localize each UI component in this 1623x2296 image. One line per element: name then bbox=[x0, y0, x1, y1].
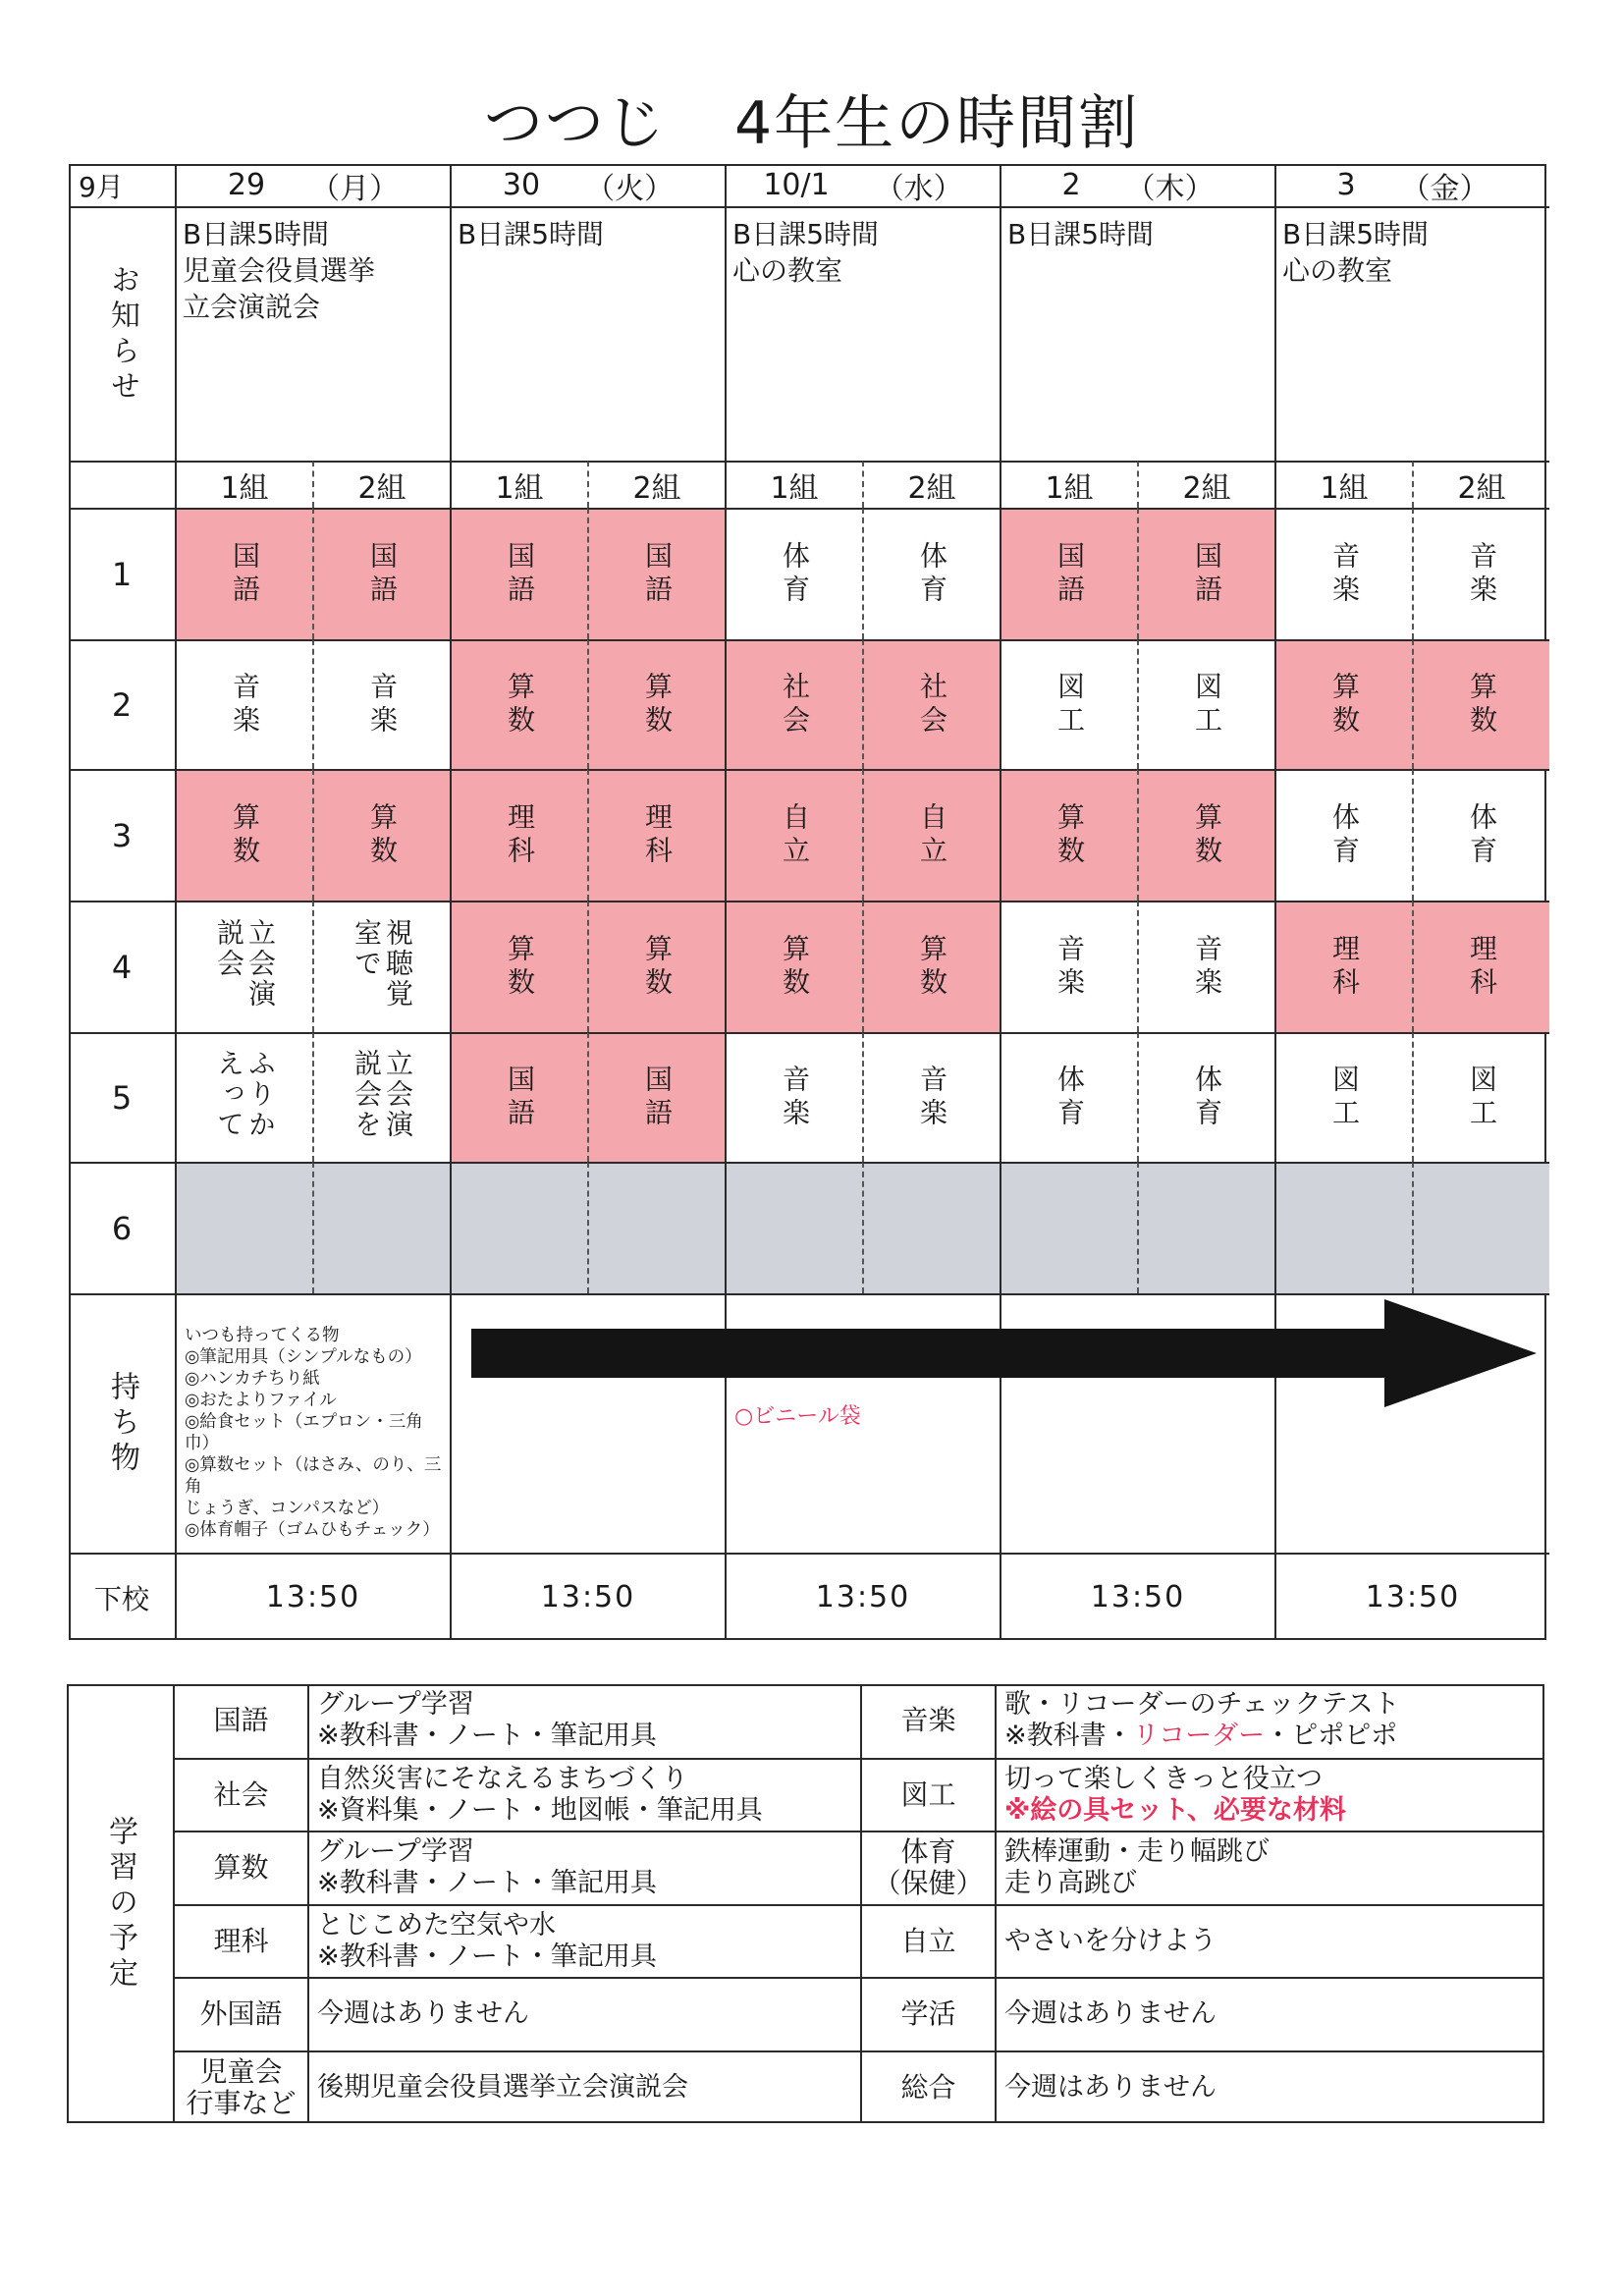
subject-name: 音楽 bbox=[1054, 934, 1086, 1001]
plan-detail-suffix: ・ピポピポ bbox=[1265, 1721, 1398, 1752]
subject-name: 算数 bbox=[1191, 802, 1223, 869]
subject-cell bbox=[1412, 769, 1549, 901]
class-label bbox=[725, 461, 862, 508]
month-label bbox=[69, 164, 175, 206]
class-label-text: 1組 bbox=[220, 471, 269, 506]
day-notice: B日課5時間 心の教室 bbox=[1274, 206, 1549, 461]
dismissal-time bbox=[1000, 1553, 1274, 1640]
timetable bbox=[69, 164, 1546, 1640]
subject-cell bbox=[1000, 769, 1137, 901]
class-label bbox=[862, 461, 1000, 508]
notice-label-text: お知らせ bbox=[105, 263, 139, 406]
dismissal-time-text: 13:50 bbox=[815, 1580, 911, 1614]
subject-cell bbox=[1137, 1032, 1274, 1162]
class-label bbox=[312, 461, 450, 508]
subject-name: 算数 bbox=[504, 934, 536, 1001]
subject-name: 自立 bbox=[779, 802, 811, 869]
period-label bbox=[69, 1162, 175, 1293]
plan-subject: 学活 bbox=[860, 1977, 995, 2050]
plan-detail-line: グループ学習 bbox=[317, 1836, 474, 1868]
plan-subject: 自立 bbox=[860, 1904, 995, 1978]
subject-cell bbox=[1274, 1032, 1412, 1162]
subject-name: 音楽 bbox=[1191, 934, 1223, 1001]
subject-cell bbox=[862, 1032, 1000, 1162]
plan-detail-line: とじこめた空気や水 bbox=[317, 1909, 556, 1941]
period-label bbox=[69, 639, 175, 769]
dismissal-label bbox=[69, 1553, 175, 1640]
subject-cell bbox=[1000, 639, 1137, 769]
class-label-text: 2組 bbox=[1457, 471, 1506, 506]
right-arrow-icon bbox=[471, 1299, 1542, 1407]
period-number: 4 bbox=[111, 949, 133, 986]
plan-detail-line: ※教科書・ノート・筆記用具 bbox=[317, 1721, 657, 1752]
subject-name: 音楽 bbox=[779, 1065, 811, 1131]
belongings-label-text: 持ち物 bbox=[105, 1371, 139, 1477]
plan-detail-highlight: 絵の具セット、必要な材料 bbox=[1030, 1794, 1346, 1826]
dismissal-label-text: 下校 bbox=[93, 1582, 149, 1615]
subject-name: 体育 bbox=[916, 541, 948, 608]
day-notice: B日課5時間 児童会役員選挙 立会演説会 bbox=[175, 206, 450, 461]
subject-name: 図工 bbox=[1466, 1065, 1498, 1131]
plan-detail-line: 今週はありません bbox=[1004, 1998, 1217, 2030]
subject-name: 算数 bbox=[641, 934, 674, 1001]
subject-cell bbox=[1412, 1032, 1549, 1162]
subject-cell bbox=[862, 1162, 1000, 1293]
subject-name: 理科 bbox=[1466, 934, 1498, 1001]
subject-cell bbox=[1000, 901, 1137, 1032]
plan-detail bbox=[307, 1758, 860, 1831]
day-of-week: （火） bbox=[585, 171, 675, 206]
dismissal-time-text: 13:50 bbox=[540, 1580, 636, 1614]
subject-cell bbox=[1412, 639, 1549, 769]
plan-label-text: 学習の予定 bbox=[103, 1815, 137, 1993]
plan-detail-line: ※教科書・ノート・筆記用具 bbox=[317, 1941, 657, 1972]
subject-name: 体育 bbox=[779, 541, 811, 608]
belongings-list: いつも持ってくる物 ◎筆記用具（シンプルなもの） ◎ハンカチちり紙 ◎おたよりファイル ◎給食セット（エプロン・三角巾） ◎算数セット（はさみ、のり、三角 じょうぎ、コンパスなど） ◎体育帽子（ゴムひもチェック） bbox=[175, 1293, 450, 1553]
plan-detail bbox=[995, 1684, 1544, 1758]
period-number: 3 bbox=[111, 817, 133, 854]
plan-detail-line: 走り高跳び bbox=[1004, 1868, 1137, 1899]
subject-name: 図工 bbox=[1191, 672, 1223, 738]
class-label-text: 2組 bbox=[907, 471, 956, 506]
class-label bbox=[1274, 461, 1412, 508]
subject-cell bbox=[312, 1162, 450, 1293]
subject-cell bbox=[175, 901, 312, 1032]
subject-cell bbox=[312, 901, 450, 1032]
plan-detail bbox=[995, 1758, 1544, 1831]
plan-detail bbox=[307, 1684, 860, 1758]
day-of-week: （木） bbox=[1125, 171, 1215, 206]
plan-detail-line bbox=[1004, 1795, 1544, 1827]
subject-cell bbox=[1412, 901, 1549, 1032]
class-label bbox=[1412, 461, 1549, 508]
dismissal-time bbox=[725, 1553, 1000, 1640]
plan-detail-line: やさいを分けよう bbox=[1004, 1925, 1217, 1956]
plan-subject: 体育 （保健） bbox=[860, 1831, 995, 1904]
plan-detail-line: ※資料集・ノート・地図帳・筆記用具 bbox=[317, 1794, 763, 1826]
subject-name: 算数 bbox=[1466, 672, 1498, 738]
subject-cell bbox=[725, 901, 862, 1032]
subject-name: 立会演説会 bbox=[213, 918, 277, 1010]
subject-cell bbox=[1137, 769, 1274, 901]
plan-detail-prefix: ※教科書・ bbox=[1004, 1721, 1133, 1752]
class-label bbox=[1000, 461, 1137, 508]
plan-detail bbox=[307, 1831, 860, 1904]
plan-detail bbox=[307, 2050, 860, 2124]
subject-name: 算数 bbox=[504, 672, 536, 738]
subject-name: 視聴覚室で bbox=[351, 918, 414, 1010]
period-number: 6 bbox=[111, 1210, 133, 1247]
subject-cell bbox=[1274, 508, 1412, 639]
subject-name: 国語 bbox=[366, 541, 399, 608]
class-label-text: 2組 bbox=[1182, 471, 1231, 506]
subject-name: 音楽 bbox=[1466, 541, 1498, 608]
plan-subject: 社会 bbox=[173, 1758, 307, 1831]
subject-name: ふりかえって bbox=[213, 1049, 277, 1140]
subject-cell bbox=[862, 769, 1000, 901]
subject-cell bbox=[725, 639, 862, 769]
class-label-text: 1組 bbox=[770, 471, 819, 506]
plan-detail-line: 鉄棒運動・走り幅跳び bbox=[1004, 1836, 1270, 1868]
period-number: 5 bbox=[111, 1079, 133, 1117]
subject-cell bbox=[175, 769, 312, 901]
date-header bbox=[175, 164, 450, 206]
plan-subject: 図工 bbox=[860, 1758, 995, 1831]
plan-detail bbox=[307, 1977, 860, 2050]
class-label bbox=[1137, 461, 1274, 508]
title-heading: 4年生の時間割 bbox=[733, 89, 1140, 158]
plan-detail-line: 後期児童会役員選挙立会演説会 bbox=[317, 2071, 688, 2103]
subject-cell bbox=[725, 1032, 862, 1162]
subject-cell bbox=[450, 508, 587, 639]
subject-name: 国語 bbox=[504, 541, 536, 608]
extra-item-text: ○ビニール袋 bbox=[734, 1404, 861, 1429]
plan-subject: 理科 bbox=[173, 1904, 307, 1978]
subject-name: 体育 bbox=[1328, 802, 1361, 869]
subject-name: 算数 bbox=[641, 672, 674, 738]
subject-cell bbox=[312, 639, 450, 769]
subject-cell bbox=[862, 901, 1000, 1032]
subject-cell bbox=[312, 508, 450, 639]
date-number: 3 bbox=[1336, 168, 1356, 202]
subject-name: 体育 bbox=[1466, 802, 1498, 869]
subject-name: 算数 bbox=[1054, 802, 1086, 869]
subject-cell bbox=[587, 1032, 725, 1162]
month-text: 9月 bbox=[79, 170, 124, 203]
date-number: 30 bbox=[502, 168, 541, 202]
dismissal-time-text: 13:50 bbox=[1090, 1580, 1186, 1614]
period-number: 2 bbox=[111, 686, 133, 724]
subject-name: 算数 bbox=[779, 934, 811, 1001]
subject-cell bbox=[862, 508, 1000, 639]
plan-detail bbox=[307, 1904, 860, 1978]
subject-name: 国語 bbox=[641, 1065, 674, 1131]
dismissal-time-text: 13:50 bbox=[265, 1580, 361, 1614]
subject-cell bbox=[175, 1032, 312, 1162]
class-label-text: 1組 bbox=[1045, 471, 1094, 506]
subject-name: 音楽 bbox=[1328, 541, 1361, 608]
subject-name: 体育 bbox=[1054, 1065, 1086, 1131]
subject-name: 音楽 bbox=[229, 672, 261, 738]
plan-detail-line: 自然災害にそなえるまちづくり bbox=[317, 1763, 688, 1794]
subject-cell bbox=[1000, 1032, 1137, 1162]
page-title bbox=[0, 77, 1623, 161]
subject-name: 立会演説会を bbox=[351, 1049, 414, 1140]
subject-name: 算数 bbox=[916, 934, 948, 1001]
subject-cell bbox=[1274, 769, 1412, 901]
date-number: 2 bbox=[1061, 168, 1081, 202]
subject-cell bbox=[312, 1032, 450, 1162]
subject-cell bbox=[450, 901, 587, 1032]
subject-cell bbox=[587, 508, 725, 639]
subject-name: 国語 bbox=[641, 541, 674, 608]
plan-detail-highlight: リコーダー bbox=[1132, 1721, 1266, 1752]
subject-name: 理科 bbox=[1328, 934, 1361, 1001]
subject-name: 音楽 bbox=[366, 672, 399, 738]
date-header bbox=[1274, 164, 1549, 206]
belongings-label bbox=[69, 1293, 175, 1553]
subject-cell bbox=[587, 1162, 725, 1293]
plan-detail-line: 今週はありません bbox=[317, 1998, 529, 2030]
subject-cell bbox=[1412, 508, 1549, 639]
learning-plan-table bbox=[67, 1684, 1544, 2123]
period-number: 1 bbox=[111, 556, 133, 593]
period-label bbox=[69, 1032, 175, 1162]
subject-cell bbox=[450, 769, 587, 901]
subject-cell bbox=[175, 639, 312, 769]
day-notice: B日課5時間 bbox=[1000, 206, 1274, 461]
day-of-week: （月） bbox=[310, 171, 400, 206]
class-label-text: 1組 bbox=[495, 471, 544, 506]
subject-name: 音楽 bbox=[916, 1065, 948, 1131]
subject-name: 国語 bbox=[229, 541, 261, 608]
subject-cell bbox=[1137, 1162, 1274, 1293]
plan-detail bbox=[995, 2050, 1544, 2124]
dismissal-time-text: 13:50 bbox=[1365, 1580, 1461, 1614]
period-label bbox=[69, 508, 175, 639]
subject-cell bbox=[1274, 1162, 1412, 1293]
class-label bbox=[450, 461, 587, 508]
date-header bbox=[450, 164, 725, 206]
subject-name: 国語 bbox=[504, 1065, 536, 1131]
subject-name: 社会 bbox=[916, 672, 948, 738]
subject-cell bbox=[1000, 1162, 1137, 1293]
subject-cell bbox=[1137, 901, 1274, 1032]
date-header bbox=[725, 164, 1000, 206]
plan-subject: 国語 bbox=[173, 1684, 307, 1758]
subject-name: 自立 bbox=[916, 802, 948, 869]
notice-label bbox=[69, 206, 175, 461]
period-label bbox=[69, 769, 175, 901]
subject-cell bbox=[587, 901, 725, 1032]
subject-name: 体育 bbox=[1191, 1065, 1223, 1131]
day-of-week: （水） bbox=[874, 171, 963, 206]
period-label bbox=[69, 901, 175, 1032]
plan-detail-line: ※教科書・ノート・筆記用具 bbox=[317, 1868, 657, 1899]
plan-detail bbox=[995, 1977, 1544, 2050]
class-label bbox=[587, 461, 725, 508]
subject-name: 理科 bbox=[504, 802, 536, 869]
subject-name: 図工 bbox=[1054, 672, 1086, 738]
subject-cell bbox=[725, 508, 862, 639]
subject-cell bbox=[450, 1162, 587, 1293]
plan-subject: 音楽 bbox=[860, 1684, 995, 1758]
subject-cell bbox=[450, 1032, 587, 1162]
class-label bbox=[175, 461, 312, 508]
date-header bbox=[1000, 164, 1274, 206]
subject-cell bbox=[1137, 639, 1274, 769]
subject-cell bbox=[450, 639, 587, 769]
subject-name: 社会 bbox=[779, 672, 811, 738]
class-row-corner bbox=[69, 461, 175, 508]
subject-cell bbox=[862, 639, 1000, 769]
subject-cell bbox=[1274, 901, 1412, 1032]
plan-subject: 児童会 行事など bbox=[173, 2050, 307, 2124]
subject-cell bbox=[175, 508, 312, 639]
subject-name: 理科 bbox=[641, 802, 674, 869]
dismissal-time bbox=[1274, 1553, 1549, 1640]
day-of-week: （金） bbox=[1400, 171, 1489, 206]
plan-subject: 算数 bbox=[173, 1831, 307, 1904]
subject-cell bbox=[1000, 508, 1137, 639]
class-label-text: 2組 bbox=[632, 471, 681, 506]
subject-cell bbox=[587, 769, 725, 901]
subject-name: 図工 bbox=[1328, 1065, 1361, 1131]
plan-detail-line: グループ学習 bbox=[317, 1689, 474, 1721]
subject-cell bbox=[312, 769, 450, 901]
plan-detail-line: 今週はありません bbox=[1004, 2071, 1217, 2103]
plan-detail-prefix: ※ bbox=[1004, 1794, 1031, 1826]
subject-cell bbox=[1137, 508, 1274, 639]
subject-cell bbox=[1274, 639, 1412, 769]
plan-subject: 外国語 bbox=[173, 1977, 307, 2050]
subject-cell bbox=[725, 1162, 862, 1293]
subject-cell bbox=[587, 639, 725, 769]
subject-cell bbox=[175, 1162, 312, 1293]
subject-name: 算数 bbox=[366, 802, 399, 869]
plan-detail-line bbox=[1004, 1721, 1544, 1752]
title-class-name: つつじ bbox=[483, 89, 667, 158]
plan-label bbox=[67, 1684, 173, 2123]
plan-detail bbox=[995, 1904, 1544, 1978]
subject-cell bbox=[1412, 1162, 1549, 1293]
day-notice: B日課5時間 心の教室 bbox=[725, 206, 1000, 461]
subject-name: 国語 bbox=[1191, 541, 1223, 608]
day-notice: B日課5時間 bbox=[450, 206, 725, 461]
plan-detail bbox=[995, 1831, 1544, 1904]
dismissal-time bbox=[175, 1553, 450, 1640]
subject-name: 算数 bbox=[229, 802, 261, 869]
subject-name: 国語 bbox=[1054, 541, 1086, 608]
class-label-text: 1組 bbox=[1320, 471, 1369, 506]
plan-detail-line: 切って楽しくきっと役立つ bbox=[1004, 1763, 1323, 1794]
class-label-text: 2組 bbox=[357, 471, 406, 506]
date-number: 10/1 bbox=[763, 168, 830, 202]
dismissal-time bbox=[450, 1553, 725, 1640]
subject-name: 算数 bbox=[1328, 672, 1361, 738]
plan-subject: 総合 bbox=[860, 2050, 995, 2124]
date-number: 29 bbox=[227, 168, 266, 202]
subject-cell bbox=[725, 769, 862, 901]
plan-detail-line: 歌・リコーダーのチェックテスト bbox=[1004, 1689, 1400, 1721]
